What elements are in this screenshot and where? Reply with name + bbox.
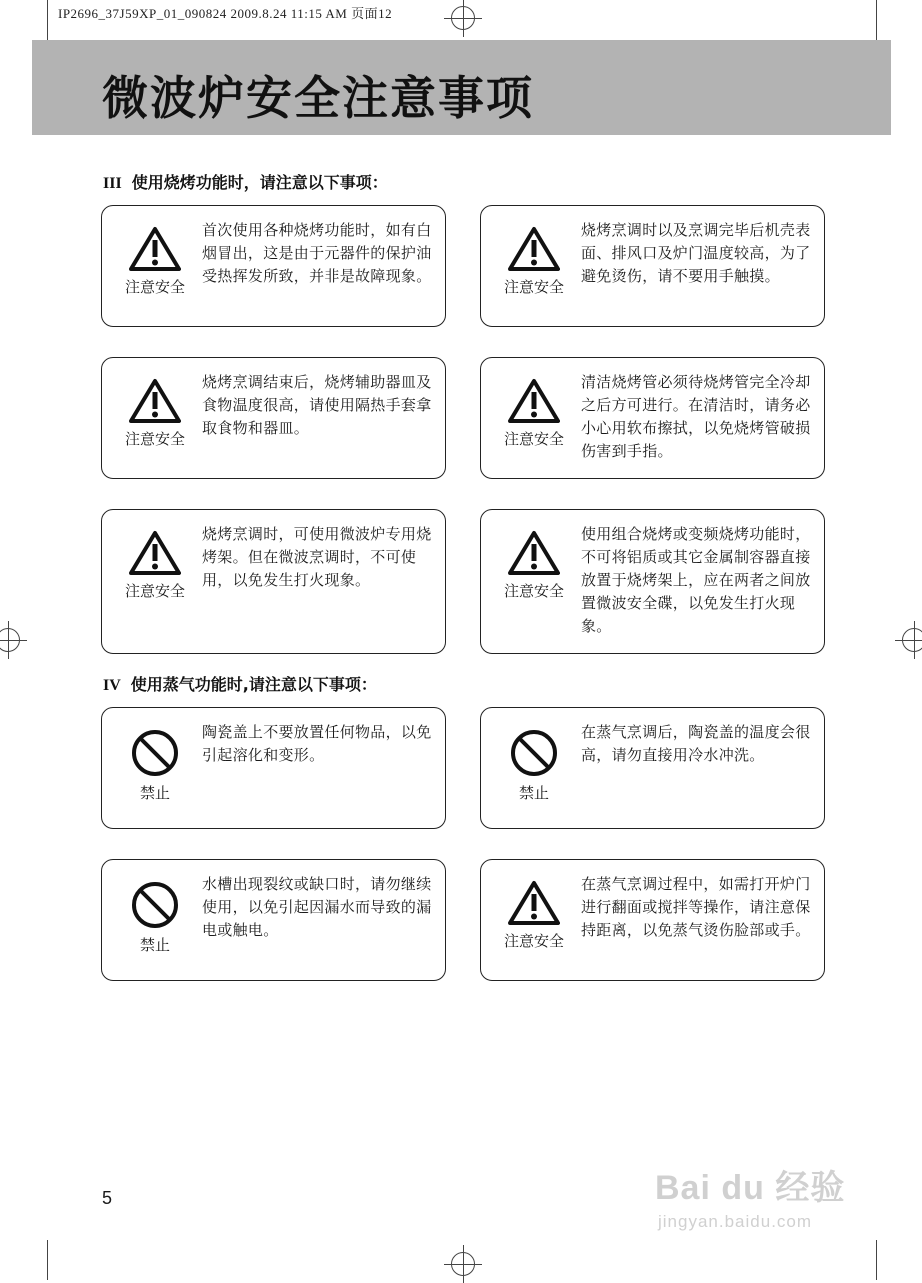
card-text: 使用组合烧烤或变频烧烤功能时，不可将铝质或其它金属制容器直接放置于烧烤架上，应在两者之间放置微波安全碟，以免发生打火现象。 <box>581 525 811 635</box>
card-icon-group <box>495 226 573 297</box>
prohibited-icon <box>130 728 180 778</box>
safety-card <box>101 205 446 327</box>
prohibited-label: 禁止 <box>518 784 549 802</box>
section-number: III <box>103 175 122 192</box>
warning-triangle-icon <box>508 226 560 272</box>
card-text: 烧烤烹调时以及烹调完毕后机壳表面、排风口及炉门温度较高，为了避免烫伤，请不要用手触摸。 <box>581 221 811 285</box>
card-text: 陶瓷盖上不要放置任何物品，以免引起溶化和变形。 <box>202 723 432 764</box>
card-icon-group <box>116 880 194 955</box>
safety-card <box>480 357 825 479</box>
crop-line <box>876 0 877 40</box>
caution-label: 注意安全 <box>124 430 185 448</box>
warning-triangle-icon <box>508 378 560 424</box>
card-text: 清洁烧烤管必须待烧烤管完全冷却之后方可进行。在清洁时，请务必小心用软布擦拭，以免烧烤管破损伤害到手指。 <box>581 373 811 460</box>
safety-card <box>101 509 446 654</box>
card-text: 在蒸气烹调后，陶瓷盖的温度会很高，请勿直接用冷水冲洗。 <box>581 723 811 764</box>
card-icon-group <box>495 530 573 601</box>
crop-line <box>876 1240 877 1280</box>
warning-triangle-icon <box>129 530 181 576</box>
safety-card <box>101 357 446 479</box>
prohibited-label: 禁止 <box>139 936 170 954</box>
section-title: 使用蒸气功能时,请注意以下事项： <box>130 675 377 694</box>
watermark-logo: Bai du 经验 <box>655 1169 846 1207</box>
card-text: 烧烤烹调时，可使用微波炉专用烧烤架。但在微波烹调时，不可使用，以免发生打火现象。 <box>202 525 432 589</box>
section-title: 使用烧烤功能时，请注意以下事项： <box>131 173 388 192</box>
safety-card <box>480 707 825 829</box>
warning-triangle-icon <box>129 226 181 272</box>
safety-card <box>101 707 446 829</box>
watermark-url: jingyan.baidu.com <box>658 1212 813 1231</box>
card-icon-group <box>495 378 573 449</box>
warning-triangle-icon <box>129 378 181 424</box>
card-text: 首次使用各种烧烤功能时，如有白烟冒出，这是由于元器件的保护油受热挥发所致，并非是故障现象。 <box>202 221 432 285</box>
prohibited-icon <box>509 728 559 778</box>
registration-mark-left <box>0 628 20 652</box>
warning-triangle-icon <box>508 880 560 926</box>
safety-card <box>480 205 825 327</box>
caution-label: 注意安全 <box>503 582 564 600</box>
page-title: 微波炉安全注意事项 <box>102 71 534 125</box>
registration-mark-right <box>902 628 922 652</box>
crop-line <box>47 1240 48 1280</box>
print-header: IP2696_37J59XP_01_090824 2009.8.24 11:15 AM 页面12 <box>58 6 393 21</box>
page-number: 5 <box>102 1188 113 1208</box>
card-icon-group <box>495 728 573 803</box>
caution-label: 注意安全 <box>503 430 564 448</box>
section-number: IV <box>103 677 121 694</box>
caution-label: 注意安全 <box>503 932 564 950</box>
card-icon-group <box>116 728 194 803</box>
card-icon-group <box>495 880 573 951</box>
registration-mark-top <box>451 6 475 30</box>
caution-label: 注意安全 <box>503 278 564 296</box>
card-text: 在蒸气烹调过程中，如需打开炉门进行翻面或搅拌等操作，请注意保持距离，以免蒸气烫伤脸部或手。 <box>581 875 811 939</box>
section-heading-iv <box>103 672 377 695</box>
safety-card <box>480 509 825 654</box>
card-icon-group <box>116 226 194 297</box>
card-text: 水槽出现裂纹或缺口时，请勿继续使用，以免引起因漏水而导致的漏电或触电。 <box>202 875 432 939</box>
crop-line <box>47 0 48 40</box>
warning-triangle-icon <box>508 530 560 576</box>
card-icon-group <box>116 378 194 449</box>
safety-card <box>480 859 825 981</box>
section-heading-iii <box>103 170 388 193</box>
card-text: 烧烤烹调结束后，烧烤辅助器皿及食物温度很高，请使用隔热手套拿取食物和器皿。 <box>202 373 432 437</box>
card-icon-group <box>116 530 194 601</box>
caution-label: 注意安全 <box>124 278 185 296</box>
prohibited-label: 禁止 <box>139 784 170 802</box>
caution-label: 注意安全 <box>124 582 185 600</box>
safety-card <box>101 859 446 981</box>
title-bar <box>32 40 891 135</box>
registration-mark-bottom <box>451 1252 475 1276</box>
prohibited-icon <box>130 880 180 930</box>
